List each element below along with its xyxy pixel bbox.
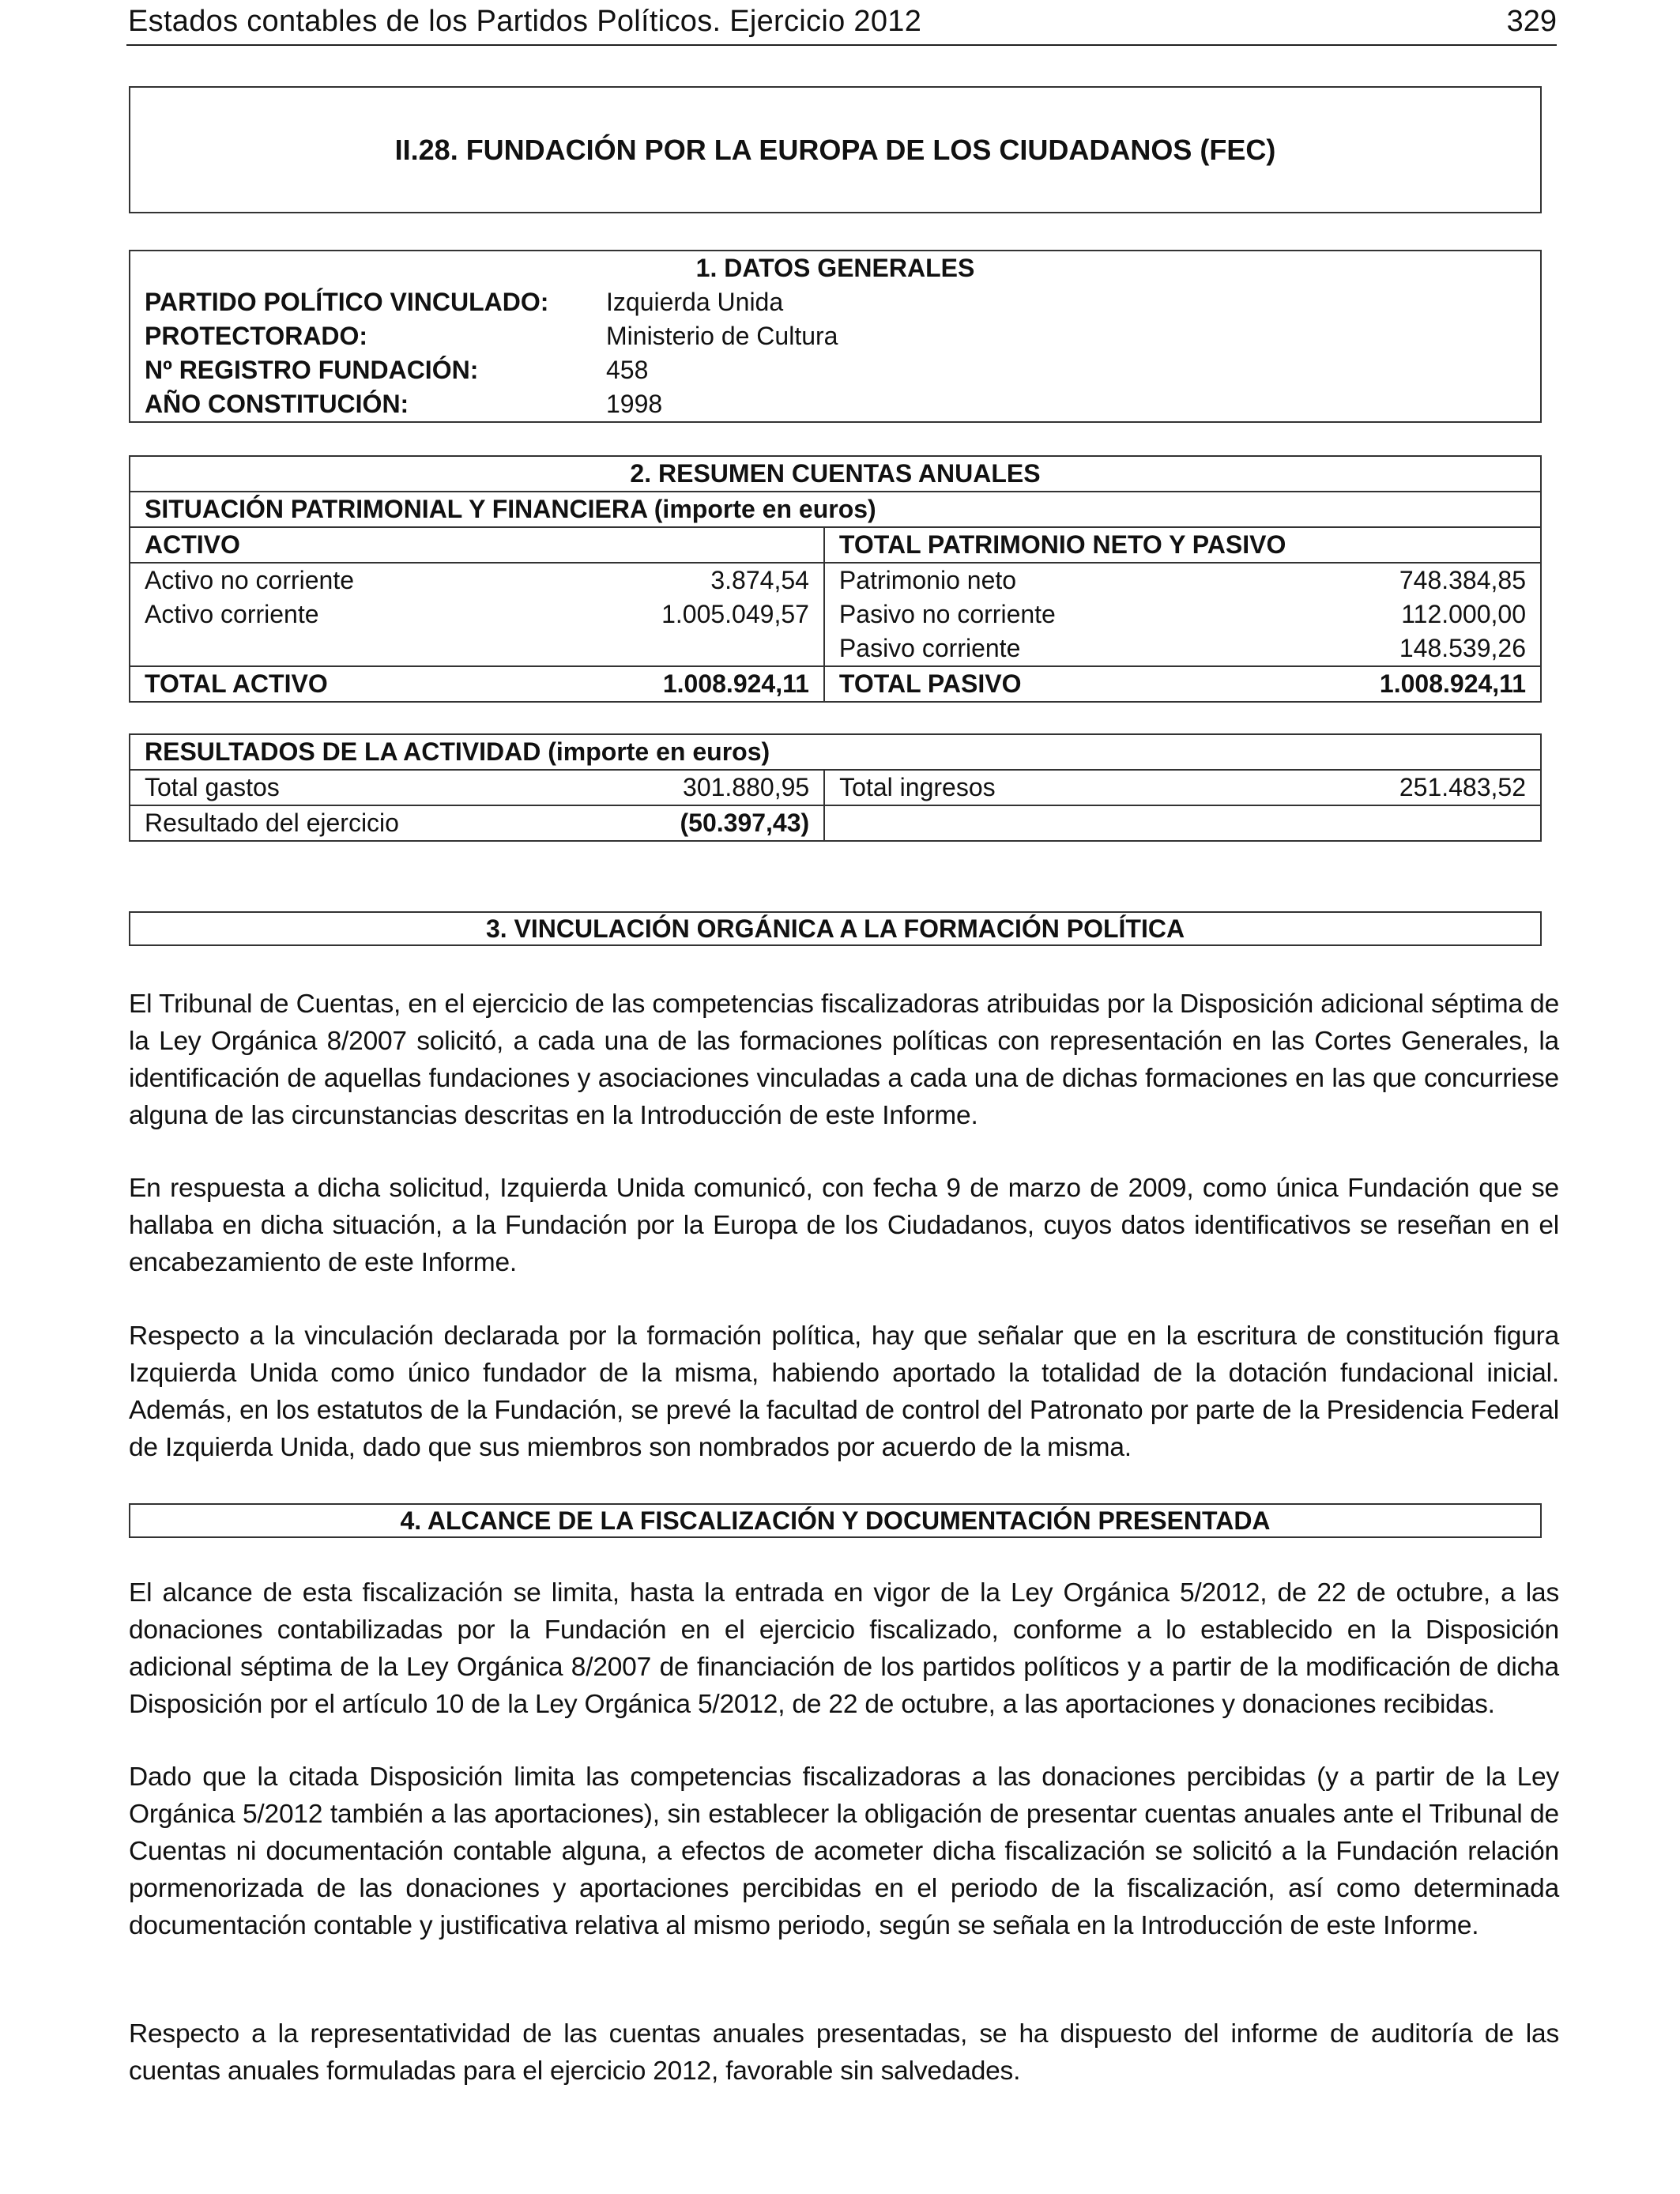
- total-activo-value: 1.008.924,11: [595, 666, 824, 702]
- page-number: 329: [1506, 5, 1557, 38]
- section-3-paragraph-1: El Tribunal de Cuentas, en el ejercicio de las competencias fiscalizadoras atribuidas por la Disposición adicional séptima de la Ley Orgánica 8/2007 solicitó, a cada una de las formaciones políticas con representación en las Cortes Generales, la identificación de aquellas fundaciones y asociaciones vinculadas a cada una de dichas formaciones en las que concurriese alguna de las circunstancias descritas en la Introducción de este Informe.: [129, 990, 1559, 1130]
- resumen-cuentas-table: [129, 455, 1542, 703]
- row-value: 458: [606, 356, 649, 384]
- section-4-paragraph-3: Respecto a la representatividad de las cuentas anuales presentadas, se ha dispuesto del informe de auditoría de las cuentas anuales formuladas para el ejercicio 2012, favorable sin salvedades.: [129, 2019, 1559, 2086]
- row-label: PARTIDO POLÍTICO VINCULADO:: [145, 288, 549, 316]
- activo-label: Activo corriente: [145, 600, 319, 628]
- pasivo-value: 112.000,00: [1401, 600, 1526, 628]
- total-pasivo-value: 1.008.924,11: [1266, 666, 1541, 702]
- pasivo-value: 748.384,85: [1266, 563, 1541, 598]
- table-row: [130, 319, 1541, 353]
- empty-cell: [824, 805, 1541, 841]
- total-activo-label: TOTAL ACTIVO: [130, 666, 595, 702]
- table-row: [130, 805, 1541, 841]
- activo-value: 3.874,54: [595, 563, 824, 598]
- activo-header: ACTIVO: [130, 527, 824, 563]
- activo-label: Activo no corriente: [130, 563, 595, 598]
- row-value: Ministerio de Cultura: [606, 322, 838, 350]
- gastos-label: Total gastos: [130, 770, 595, 805]
- table-row: [130, 285, 1541, 319]
- ingresos-label: Total ingresos: [824, 770, 1266, 805]
- datos-generales-heading: 1. DATOS GENERALES: [695, 254, 975, 282]
- row-value: 1998: [606, 390, 663, 418]
- resultados-heading: RESULTADOS DE LA ACTIVIDAD (importe en euros): [145, 737, 770, 766]
- resumen-subheading: SITUACIÓN PATRIMONIAL Y FINANCIERA (importe en euros): [130, 492, 1541, 527]
- document-title-box: [129, 86, 1542, 213]
- document-title: II.28. FUNDACIÓN POR LA EUROPA DE LOS CIUDADANOS (FEC): [394, 133, 1276, 166]
- table-row: [130, 387, 1541, 422]
- row-label: AÑO CONSTITUCIÓN:: [145, 390, 409, 418]
- row-label: Nº REGISTRO FUNDACIÓN:: [145, 356, 479, 384]
- resumen-heading: 2. RESUMEN CUENTAS ANUALES: [630, 459, 1041, 488]
- resultados-table: [129, 733, 1542, 842]
- section-4-paragraph-2: Dado que la citada Disposición limita las competencias fiscalizadoras a las donaciones percibidas (y a partir de la Ley Orgánica 5/2012 también a las aportaciones), sin establecer la obligación de presentar cuentas anuales ante el Tribunal de Cuentas ni documentación contable alguna, a efectos de acometer dicha fiscalización se solicitó a la Fundación relación pormenorizada de las donaciones y aportaciones percibidas en el periodo de la fiscalización, así como determinada documentación contable y justificativa relativa al mismo periodo, según se señala en la Introducción de este Informe.: [129, 1762, 1559, 1940]
- section-3-heading: 3. VINCULACIÓN ORGÁNICA A LA FORMACIÓN POLÍTICA: [129, 911, 1542, 946]
- resultado-label: Resultado del ejercicio: [130, 805, 595, 841]
- row-value: Izquierda Unida: [606, 288, 784, 316]
- activo-value: [595, 631, 824, 666]
- section-3-paragraph-2: En respuesta a dicha solicitud, Izquierda Unida comunicó, con fecha 9 de marzo de 2009, como única Fundación que se hallaba en dicha situación, a la Fundación por la Europa de los Ciudadanos, cuyos datos identificativos se reseñan en el encabezamiento de este Informe.: [129, 1174, 1559, 1277]
- pasivo-label: Pasivo no corriente: [824, 598, 1266, 631]
- activo-value: 1.005.049,57: [661, 600, 809, 628]
- activo-label: [130, 631, 595, 666]
- running-header-title: Estados contables de los Partidos Políticos. Ejercicio 2012: [128, 5, 922, 38]
- table-row: [130, 631, 1541, 666]
- table-row: [130, 563, 1541, 598]
- table-row: [130, 353, 1541, 387]
- running-header: [126, 3, 1557, 46]
- pasivo-label: Patrimonio neto: [824, 563, 1266, 598]
- total-pasivo-label: TOTAL PASIVO: [824, 666, 1266, 702]
- resultado-value: (50.397,43): [595, 805, 824, 841]
- pasivo-header: TOTAL PATRIMONIO NETO Y PASIVO: [824, 527, 1541, 563]
- pasivo-label: Pasivo corriente: [824, 631, 1266, 666]
- datos-generales-table: [129, 250, 1542, 423]
- gastos-value: 301.880,95: [595, 770, 824, 805]
- table-row: [130, 598, 1541, 631]
- section-4-paragraph-1: El alcance de esta fiscalización se limita, hasta la entrada en vigor de la Ley Orgánica 5/2012, de 22 de octubre, a las donaciones contabilizadas por la Fundación en el ejercicio fiscalizado, conforme a lo establecido en la Disposición adicional séptima de la Ley Orgánica 8/2007 de financiación de los partidos políticos y a partir de la modificación de dicha Disposición por el artículo 10 de la Ley Orgánica 5/2012, de 22 de octubre, a las aportaciones y donaciones recibidas.: [129, 1578, 1559, 1719]
- section-3-paragraph-3: Respecto a la vinculación declarada por la formación política, hay que señalar que en la escritura de constitución figura Izquierda Unida como único fundador de la misma, habiendo aportado la totalidad de la dotación fundacional inicial. Además, en los estatutos de la Fundación, se prevé la facultad de control del Patronato por parte de la Presidencia Federal de Izquierda Unida, dado que sus miembros son nombrados por acuerdo de la misma.: [129, 1321, 1559, 1462]
- section-4-heading: 4. ALCANCE DE LA FISCALIZACIÓN Y DOCUMENTACIÓN PRESENTADA: [129, 1503, 1542, 1538]
- pasivo-value: 148.539,26: [1399, 634, 1526, 662]
- totals-row: [130, 666, 1541, 702]
- row-label: PROTECTORADO:: [145, 322, 368, 350]
- table-row: [130, 770, 1541, 805]
- ingresos-value: 251.483,52: [1266, 770, 1541, 805]
